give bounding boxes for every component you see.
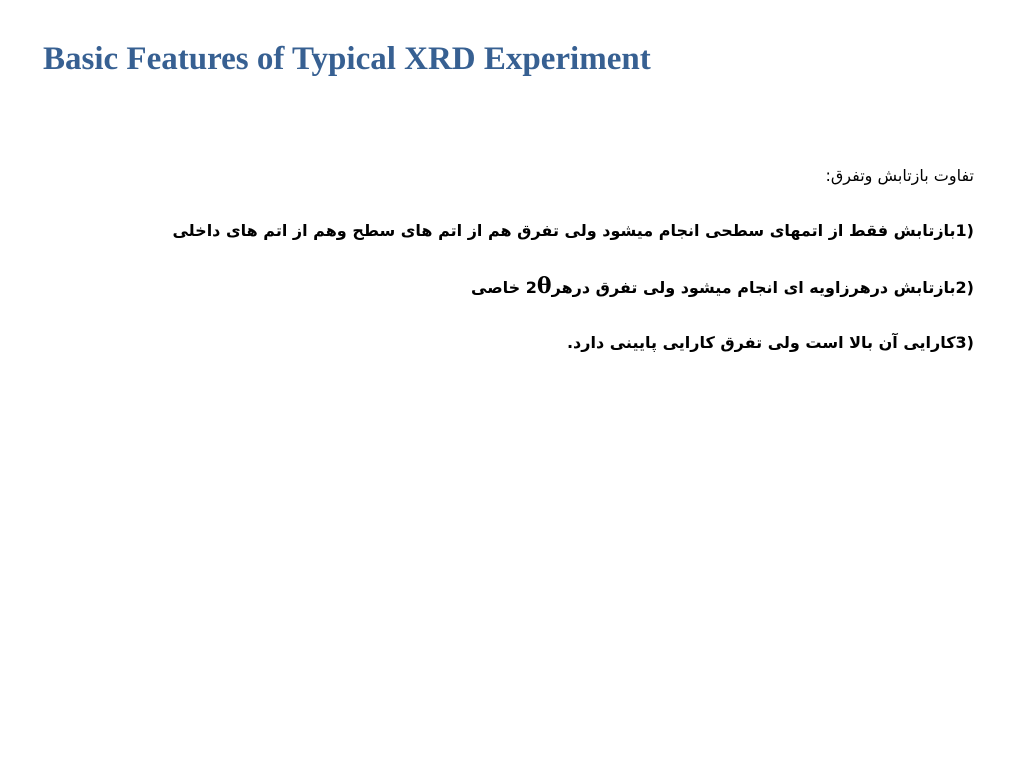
theta-symbol: θ: [536, 273, 552, 299]
point-1: [74, 216, 974, 246]
point-text: کارایی آن بالا است ولی تفرق کارایی پایینی دارد.: [566, 333, 956, 352]
point-text-after: خاصی: [471, 278, 526, 297]
two-theta: [525, 273, 552, 299]
point-text: بازتابش فقط از اتمهای سطحی انجام میشود ولی تفرق هم از اتم های سطح وهم از اتم های داخلی: [172, 221, 956, 240]
point-3: [74, 328, 974, 358]
point-number: 3): [955, 333, 974, 352]
point-2: [74, 271, 974, 303]
intro-line: تفاوت بازتابش وتفرق:: [825, 166, 974, 185]
two-digit: 2: [525, 278, 537, 297]
point-number: 2): [955, 278, 974, 297]
slide-title: Basic Features of Typical XRD Experiment: [43, 41, 651, 77]
point-number: 1): [955, 221, 974, 240]
slide-body: [74, 162, 974, 383]
point-text: بازتابش درهرزاویه ای انجام میشود ولی تفرق درهر: [551, 278, 956, 297]
